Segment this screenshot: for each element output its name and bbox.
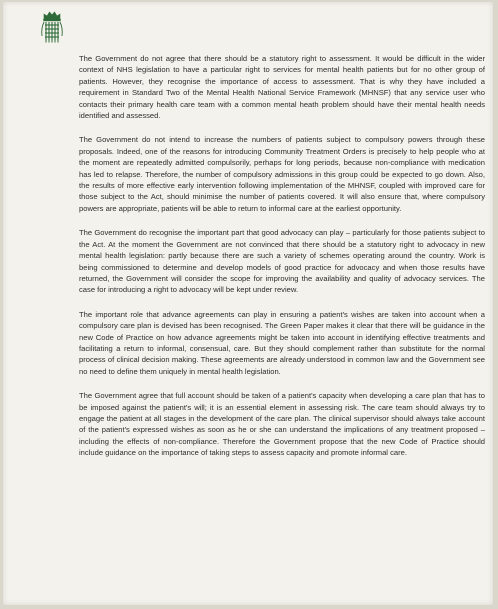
letter-page [3, 2, 493, 605]
paragraph-advance-agreements: The important role that advance agreements can play in ensuring a patient's wishes are taken into account when a compulsory care plan is devised has been recognised. The Green Paper makes it clear that there will be guidance in the new Code of Practice on how advance agreements might be taken into account in identifying effective treatments and facilitating a return to informal, consensual, care. But they should complement rather than substitute for the normal process of clinical decision making. These agreements are already understood in common law and the Government see no need to define them uniquely in mental health legislation. [79, 309, 485, 376]
paragraph-statutory-right-assessment: The Government do not agree that there should be a statutory right to assessment. It would be difficult in the wider context of NHS legislation to have a particular right to services for mental health patients but for no other group of patients. However, they recognise the importance of access to assessment. That is why they have included a requirement in Standard Two of the Mental Health National Service Framework (MHNSF) that any service user who contacts their primary health care team with a common mental heath problem should have their mental health needs identified and assessed. [79, 54, 485, 121]
portcullis-crest-icon [39, 10, 65, 44]
paragraph-patient-capacity: The Government agree that full account should be taken of a patient's capacity when developing a care plan that has to be imposed against the patient's will; it is an essential element in assessing risk. The care team should always try to engage the patient at all stages in the development of the care plan. The clinical supervisor should always take account of the patient's expressed wishes as soon as he or she can understand the implications of any treatment proposed – including the effects of non-compliance. Therefore the Government propose that the new Code of Practice should include guidance on the importance of taking steps to assess capacity and promote informal care. [79, 391, 485, 458]
letter-body [79, 53, 485, 472]
paragraph-compulsory-powers: The Government do not intend to increase the numbers of patients subject to compulsory powers through these proposals. Indeed, one of the reasons for introducing Community Treatment Orders is precisely to help people who at the moment are repeatedly admitted compulsorily, perhaps for long periods, because non-compliance with medication has led to relapse. Therefore, the number of compulsory admissions in this group could be expected to go down. Also, the results of more effective early intervention following implementation of the MHNSF, coupled with improved care for those subject to the Act, should minimise the number of patients covered. It will also ensure that, where compulsory powers are appropriate, patients will be able to return to informal care at the earliest opportunity. [79, 135, 485, 213]
paragraph-advocacy: The Government do recognise the important part that good advocacy can play – particularly for those patients subject to the Act. At the moment the Government are not convinced that there should be a statutory right to advocacy in new mental health legislation: partly because there are such a variety of schemes operating around the country. Work is being commissioned to determine and develop models of good practice for advocacy and when those results have returned, the Government will consider the scope for improving the availability and quality of advocacy services. The case for introducing a right to advocacy will be kept under review. [79, 228, 485, 295]
